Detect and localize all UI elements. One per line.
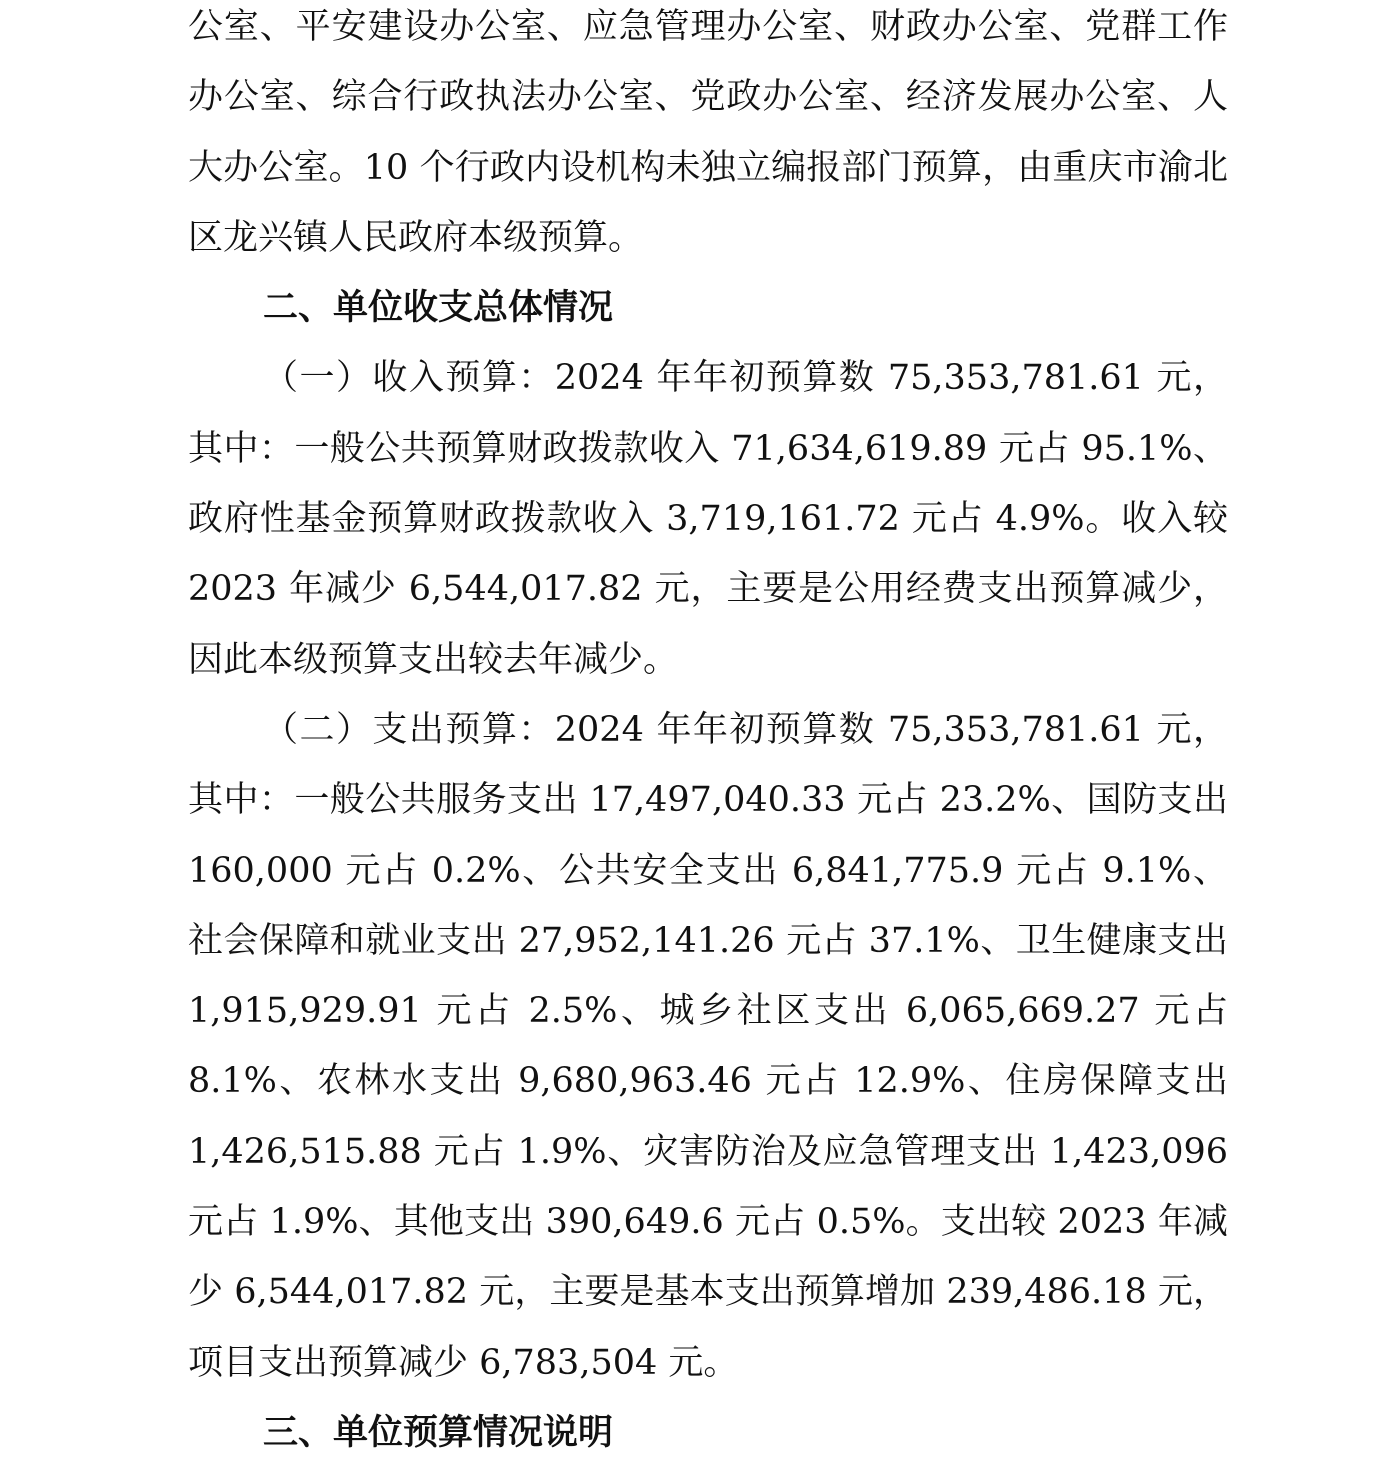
intro-continuation-paragraph: 公室、平安建设办公室、应急管理办公室、财政办公室、党群工作办公室、综合行政执法办公室、党政办公室、经济发展办公室、人大办公室。10 个行政内设机构未独立编报部门预算，由重庆市渝北区龙兴镇人民政府本级预算。 — [188, 7, 1228, 258]
document-page — [188, 0, 1228, 1468]
section-heading-overall-budget: 二、单位收支总体情况 — [263, 288, 614, 329]
expenditure-budget-paragraph: （二）支出预算：2024 年年初预算数 75,353,781.61 元，其中：一般公共服务支出 17,497,040.33 元占 23.2%、国防支出 160,000 元占 0.2%、公共安全支出 6,841,775.9 元占 9.1%、社会保障和就业支出 27,952,141.26 元占 37.1%、卫生健康支出 1,915,929.91 元占 2.5%、城乡社区支出 6,065,669.27 元占 8.1%、农林水支出 9,680,963.46 元占 12.9%、住房保障支出 1,426,515.88 元占 1.9%、灾害防治及应急管理支出 1,423,096 元占 1.9%、其他支出 390,649.6 元占 0.5%。支出较 2023 年减少 6,544,017.82 元，主要是基本支出预算增加 239,486.18 元，项目支出预算减少 6,783,504 元。 — [188, 709, 1228, 1383]
section-heading-budget-explanation: 三、单位预算情况说明 — [263, 1412, 614, 1453]
income-budget-paragraph: （一）收入预算：2024 年年初预算数 75,353,781.61 元，其中：一般公共预算财政拨款收入 71,634,619.89 元占 95.1%、政府性基金预算财政拨款收入 3,719,161.72 元占 4.9%。收入较 2023 年减少 6,544,017.82 元，主要是公用经费支出预算减少，因此本级预算支出较去年减少。 — [188, 358, 1228, 680]
